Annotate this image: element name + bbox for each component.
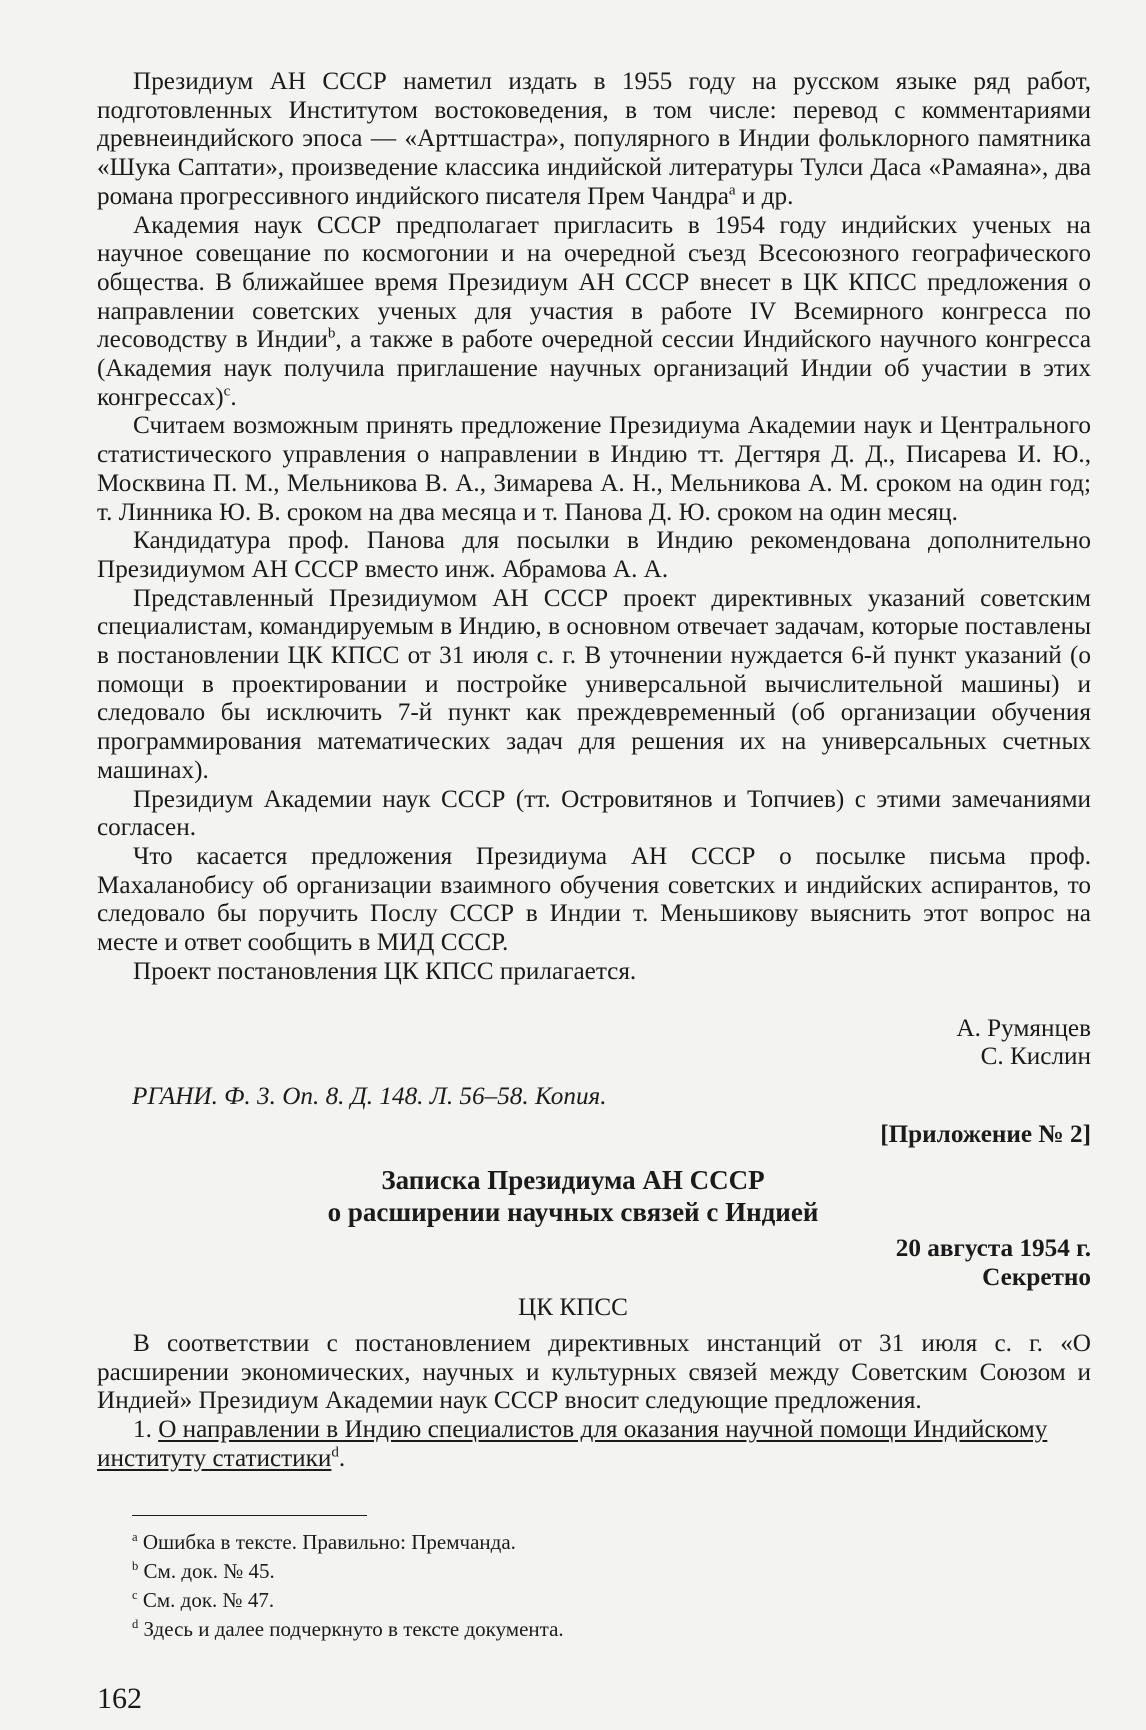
document-title (0, 1164, 1146, 1228)
footnote-a: $^a$ Ошибка в тексте. Правильно: Премчанда. (132, 1530, 516, 1554)
title-line-2: о расширении научных связей с Индией (327, 1197, 819, 1227)
paragraph-specialists: Считаем возможным принять предложение Президиума Академии наук и Центрального статистического управления о направлении в Индию тт. Дегтяря Д. Д., Писарева И. Ю., Москвина П. М., Мельникова В. А., Зимарева А. Н., Мельникова А. М. сроком на один год; т. Линника Ю. В. сроком на два месяца и т. Панова Д. Ю. сроком на один месяц. (97, 412, 1091, 526)
document-date: 20 августа 1954 г. (895, 1235, 1091, 1262)
addressee: ЦК КПСС (518, 1294, 628, 1321)
footnote-d: $^d$ Здесь и далее подчеркнуто в тексте документа. (132, 1617, 564, 1641)
secrecy-mark: Секретно (982, 1264, 1091, 1291)
signature-rumyantsev: А. Румянцев (956, 1015, 1091, 1042)
paragraph-intro: В соответствии с постановлением директивных инстанций от 31 июля с. г. «О расширении экономических, научных и культурных связей между Советским Союзом и Индией» Президиум Академии наук СССР вносит следующие предложения. (97, 1330, 1091, 1415)
paragraph-publications: Президиум АН СССР наметил издать в 1955 году на русском языке ряд работ, подготовленных Институтом востоковедения, в том числе: перевод с комментариями древнеиндийского эпоса — «Арттшастра», популярного в Индии фольклорного памятника «Шука Саптати», произведение классика индийской литературы Тулси Даса «Рамаяна», два романа прогрессивного индийского писателя Прем Чандра$^a$ и др. (97, 68, 1091, 210)
page-number: 162 (97, 1682, 142, 1715)
annex-label: [Приложение № 2] (880, 1121, 1091, 1148)
title-line-1: Записка Президиума АН СССР (381, 1165, 765, 1195)
second-document-body (97, 1330, 1091, 1474)
footnote-separator (132, 1515, 367, 1516)
footnote-c: $^c$ См. док. № 47. (132, 1588, 275, 1612)
paragraph-item-1: 1. О направлении в Индию специалистов для оказания научной помощи Индийскому институту статистики$^d$. (97, 1416, 1048, 1472)
paragraph-attachment: Проект постановления ЦК КПСС прилагается. (133, 957, 637, 985)
date-block (896, 1234, 1091, 1292)
paragraph-candidate: Кандидатура проф. Панова для посылки в Индию рекомендована дополнительно Президиумом АН СССР вместо инж. Абрамова А. А. (97, 527, 1091, 583)
main-text (97, 68, 1091, 987)
footnotes (132, 1528, 564, 1644)
paragraph-invitations: Академия наук СССР предполагает пригласить в 1954 году индийских ученых на научное совещание по космогонии и на очередной съезд Всесоюзного географического общества. В ближайшее время Президиум АН СССР внесет в ЦК КПСС предложения о направлении советских ученых для участия в работе IV Всемирного конгресса по лесоводству в Индии$^b$, а также в работе очередной сессии Индийского научного конгресса (Академия наук получила приглашение научных организаций Индии об участии в этих конгрессах)$^c$. (97, 211, 1092, 411)
paragraph-mahalanobis: Что касается предложения Президиума АН СССР о посылке письма проф. Махаланобису об организации взаимного обучения советских и индийских аспирантов, то следовало бы поручить Послу СССР в Индии т. Меньшикову выяснить этот вопрос на месте и ответ сообщить в МИД СССР. (97, 842, 1091, 957)
archive-source: РГАНИ. Ф. 3. Оп. 8. Д. 148. Л. 56–58. Копия. (132, 1083, 607, 1110)
signature-kislin: С. Кислин (980, 1043, 1091, 1070)
footnote-b: $^b$ См. док. № 45. (132, 1559, 275, 1583)
paragraph-directives: Представленный Президиумом АН СССР проект директивных указаний советским специалистам, командируемым в Индию, в основном отвечает задачам, которые поставлены в постановлении ЦК КПСС от 31 июля с. г. В уточнении нуждается 6-й пункт указаний (о помощи в проектировании и постройке универсальной вычислительной машины) и следовало бы исключить 7-й пункт как преждевременный (об организации обучения программирования математических задач для решения их на универсальных счетных машинах). (97, 584, 1091, 784)
signatures (956, 1015, 1091, 1071)
paragraph-agreement: Президиум Академии наук СССР (тт. Островитянов и Топчиев) с этими замечаниями согласен. (97, 785, 1091, 842)
